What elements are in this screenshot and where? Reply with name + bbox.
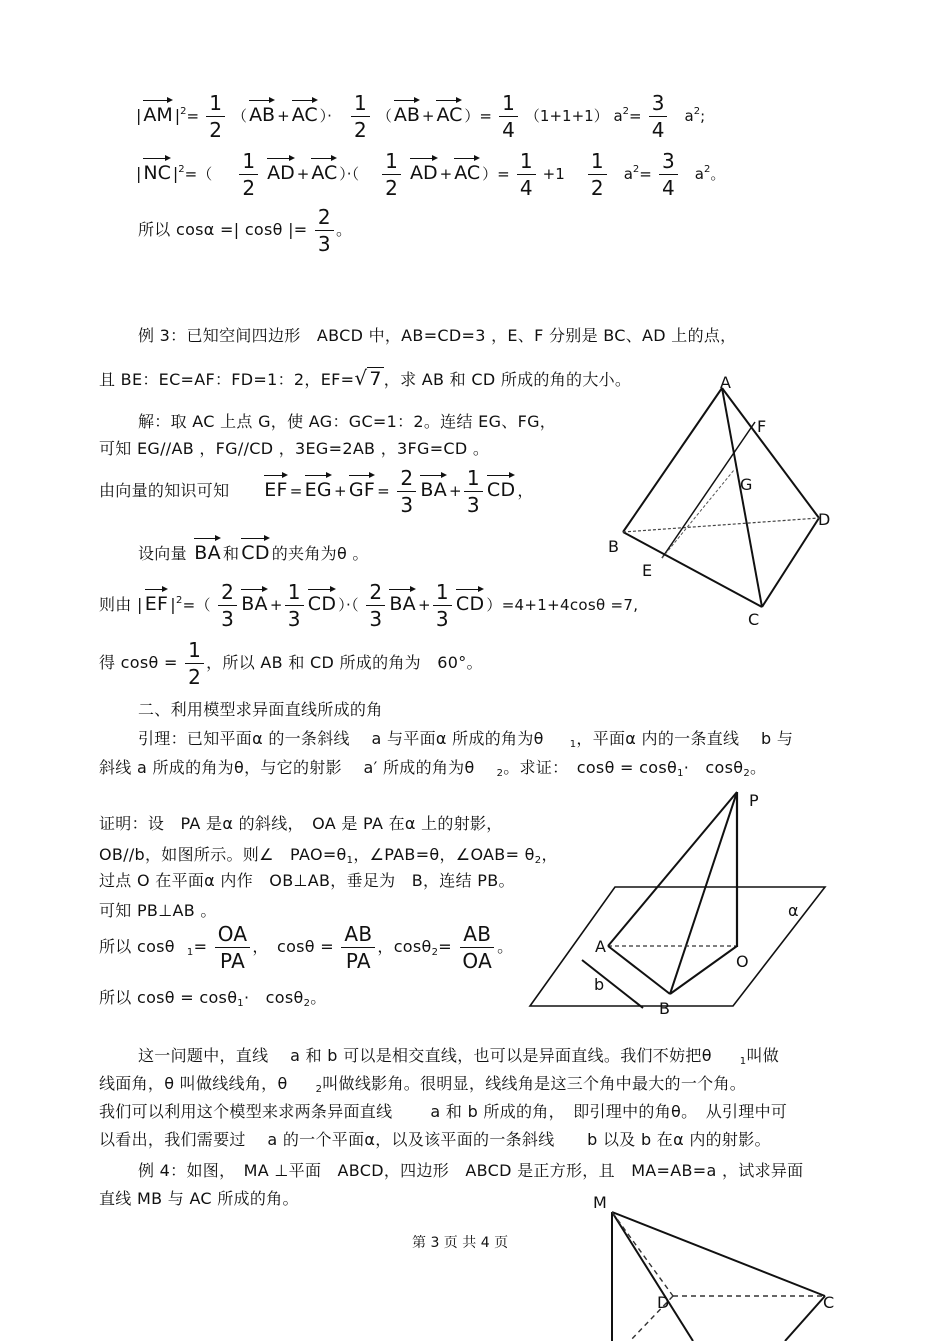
vector-ba: BA	[194, 536, 221, 564]
numerator: 1	[239, 151, 258, 175]
equals: =	[186, 107, 200, 125]
fraction	[206, 93, 225, 140]
ex3-line2	[99, 366, 631, 390]
numerator: 2	[397, 468, 416, 492]
label-c: C	[748, 610, 760, 629]
fraction	[215, 924, 251, 971]
equals: =	[289, 482, 303, 500]
equals: =	[438, 937, 452, 956]
exponent: 2	[178, 164, 185, 175]
ex3-line5	[99, 468, 534, 515]
tetrahedron-figure	[590, 370, 850, 635]
label-alpha: α	[788, 901, 799, 920]
text: OB//b，如图所示。则∠ PAO=θ	[99, 845, 347, 864]
numerator: AB	[460, 924, 494, 948]
label-c: C	[823, 1293, 835, 1312]
denominator: 3	[317, 232, 331, 256]
label-e: E	[642, 561, 653, 580]
numerator: 1	[588, 151, 607, 175]
paren: ）·（	[339, 165, 360, 183]
section2-heading: 二、利用模型求异面直线所成的角	[138, 700, 383, 719]
vector-ef: EF	[145, 587, 169, 615]
abs-bar: |	[136, 106, 142, 125]
sqrt-radicand: 7	[369, 368, 382, 390]
equals: =	[639, 165, 652, 183]
subscript: 1	[677, 768, 684, 779]
proof-line1: 证明：设 PA 是α 的斜线， OA 是 PA 在α 上的射影，	[99, 814, 503, 833]
fraction	[517, 151, 536, 198]
label-a: A	[720, 373, 731, 392]
equals: =	[377, 482, 390, 500]
punct: 。	[710, 165, 726, 183]
subscript: 2	[303, 998, 311, 1009]
vector-ad: AD	[410, 156, 438, 184]
subscript: 2	[743, 768, 751, 779]
text: ，平面α 内的一条直线 b 与	[576, 729, 794, 748]
denominator: PA	[345, 949, 371, 973]
text: · cosθ	[243, 988, 304, 1007]
label-o: O	[736, 952, 749, 971]
text: 且 BE：EC=AF：FD=1：2，EF=	[99, 370, 355, 389]
text: ，求 AB 和 CD 所成的角的大小。	[383, 370, 632, 389]
page-footer: 第 3 页 共 4 页	[412, 1235, 509, 1251]
ex3-line7	[99, 582, 638, 629]
lemma-line2	[99, 755, 766, 779]
denominator: 4	[502, 118, 515, 142]
edge-ad	[722, 388, 819, 518]
vector-ac: AC	[454, 156, 480, 184]
numerator: AB	[341, 924, 375, 948]
subscript: 2	[315, 1084, 323, 1095]
ex4-line1: 例 4：如图， MA ⊥平面 ABCD，四边形 ABCD 是正方形，且 MA=AB=a ，试求异面	[138, 1161, 804, 1180]
denominator: OA	[462, 949, 493, 973]
numerator: 1	[206, 93, 225, 117]
label-p: P	[749, 791, 759, 810]
denominator: 3	[400, 493, 414, 517]
exponent: 2	[175, 595, 183, 606]
plane-model-figure	[525, 780, 835, 1020]
equals: =	[629, 107, 642, 125]
proof-line4: 可知 PB⊥AB 。	[99, 901, 217, 920]
text: · cosθ	[683, 758, 744, 777]
subscript: 2	[496, 768, 504, 779]
exponent: 2	[632, 164, 640, 175]
para-line1	[138, 1043, 779, 1067]
text: 的夹角为θ 。	[271, 544, 369, 563]
label-a: A	[595, 937, 606, 956]
segment-eg	[662, 470, 734, 558]
fraction	[499, 93, 518, 140]
vector-ba: BA	[241, 587, 268, 615]
ex3-line1: 例 3：已知空间四边形 ABCD 中，AB=CD=3 ，E、F 分别是 BC、AD 上的点，	[138, 326, 737, 345]
text: 线面角，θ 叫做线线角，θ	[99, 1074, 288, 1093]
edge-mb	[612, 1212, 693, 1341]
label-d: D	[818, 510, 831, 529]
paren: ）·	[319, 107, 332, 125]
expression: +1	[542, 165, 565, 183]
numerator: 1	[464, 468, 483, 492]
vector-gf: GF	[349, 473, 375, 501]
fraction	[239, 151, 258, 198]
text: 所以 cosθ = cosθ	[99, 988, 238, 1007]
numerator: 2	[315, 207, 334, 231]
text: 叫做线影角。很明显，线线角是这三个角中最大的一个角。	[322, 1074, 747, 1093]
vector-am: AM	[143, 98, 172, 126]
vector-ac: AC	[292, 98, 318, 126]
para-line2	[99, 1071, 746, 1095]
ex3-line6	[138, 536, 369, 564]
fraction	[185, 640, 204, 687]
proof-line6	[99, 985, 327, 1009]
exponent: 2	[693, 106, 701, 117]
plus: +	[333, 482, 347, 500]
plus: +	[296, 165, 310, 183]
denominator: 4	[651, 118, 665, 142]
equals: =	[479, 107, 492, 125]
plus: +	[417, 596, 431, 614]
fraction	[341, 924, 375, 971]
equals: =	[497, 165, 510, 183]
segment-pb	[670, 792, 737, 994]
am-equation	[136, 93, 705, 140]
subscript: 2	[534, 855, 542, 866]
vector-cd: CD	[456, 587, 485, 615]
label-b-point: B	[659, 999, 670, 1018]
ex3-line3: 解：取 AC 上点 G，使 AG：GC=1：2。连结 EG、FG，	[138, 412, 557, 431]
subscript: 1	[739, 1056, 747, 1067]
edge-ab	[623, 388, 722, 532]
proof-line2	[99, 842, 558, 866]
denominator: PA	[219, 949, 246, 973]
fraction	[588, 151, 607, 198]
denominator: 2	[354, 118, 367, 142]
text: ，	[541, 845, 558, 864]
vector-ba: BA	[389, 587, 416, 615]
text: ， cosθ =	[252, 937, 334, 956]
abs-bar: |	[172, 164, 179, 183]
exponent: 2	[180, 106, 187, 117]
abs-bar: |	[136, 164, 142, 183]
subscript: 1	[346, 855, 354, 866]
ex4-line2: 直线 MB 与 AC 所成的角。	[99, 1189, 299, 1208]
text: ，所以 AB 和 CD 所成的角为 60°。	[206, 653, 483, 672]
plus: +	[269, 596, 283, 614]
plus: +	[449, 482, 462, 500]
text: ，cosθ	[377, 937, 432, 956]
label-g: G	[740, 475, 753, 494]
variable: a	[684, 107, 694, 125]
edge-ac	[722, 388, 762, 607]
punct: 。	[335, 220, 353, 239]
fraction	[649, 93, 668, 140]
text: 。求证： cosθ = cosθ	[503, 758, 678, 777]
vector-ac: AC	[436, 98, 462, 126]
expression: （1+1+1） a	[524, 107, 623, 125]
numerator: 1	[351, 93, 370, 117]
denominator: 3	[369, 607, 383, 631]
ex3-line8	[99, 640, 483, 687]
vector-ad: AD	[267, 156, 295, 184]
vector-ab: AB	[249, 98, 275, 126]
fraction	[659, 151, 678, 198]
text: 所以 cosθ	[99, 937, 175, 956]
edge-cb	[785, 1296, 825, 1341]
segment-pa	[608, 792, 737, 946]
vector-ef: EF	[264, 473, 288, 501]
plus: +	[439, 165, 453, 183]
vector-ac: AC	[311, 156, 337, 184]
equals: =（	[184, 165, 213, 183]
plus: +	[277, 107, 290, 125]
edge-bd-hidden	[623, 518, 819, 532]
denominator: 2	[188, 665, 202, 689]
denominator: 3	[221, 607, 235, 631]
proof-line5	[99, 924, 513, 971]
label-d: D	[657, 1293, 670, 1312]
plus: +	[421, 107, 435, 125]
paren: ）·（	[338, 596, 359, 614]
numerator: 1	[285, 582, 304, 606]
fraction	[433, 582, 452, 629]
numerator: 1	[499, 93, 518, 117]
nc-equation	[136, 151, 725, 198]
edge-mc	[612, 1212, 825, 1296]
numerator: 1	[517, 151, 536, 175]
numerator: OA	[215, 924, 251, 948]
text: 。	[750, 758, 767, 777]
text: 得 cosθ =	[99, 653, 178, 672]
pyramid-figure	[585, 1190, 855, 1341]
text: 叫做	[746, 1046, 780, 1065]
vector-cd: CD	[487, 473, 516, 501]
lemma-line1	[138, 726, 793, 750]
proof-line3: 过点 O 在平面α 内作 OB⊥AB，垂足为 B，连结 PB。	[99, 871, 515, 890]
fraction	[315, 207, 334, 254]
paren: ）	[464, 107, 480, 125]
label-b-line: b	[594, 975, 605, 994]
text: ，∠PAB=θ，∠OAB= θ	[353, 845, 535, 864]
denominator: 2	[385, 176, 398, 200]
sqrt-sign: √	[354, 366, 368, 390]
label-f: F	[757, 417, 767, 436]
denominator: 2	[590, 176, 604, 200]
fraction	[351, 93, 370, 140]
denominator: 2	[242, 176, 256, 200]
abs-bar: |	[174, 106, 181, 125]
punct: ，	[517, 481, 534, 500]
fraction	[218, 582, 237, 629]
variable: a	[694, 165, 704, 183]
cos-alpha-line	[138, 207, 352, 254]
label-b: B	[608, 537, 619, 556]
numerator: 1	[382, 151, 401, 175]
para-line3: 我们可以利用这个模型来求两条异面直线 a 和 b 所成的角， 即引理中的角θ。 从引理中可	[99, 1102, 788, 1121]
paren: ）	[482, 165, 498, 183]
segment-ob	[670, 946, 737, 994]
paren: （	[376, 107, 392, 125]
text: 这一问题中，直线 a 和 b 可以是相交直线，也可以是异面直线。我们不妨把θ	[138, 1046, 712, 1065]
variable: a	[623, 165, 633, 183]
fraction	[285, 582, 304, 629]
vector-cd: CD	[241, 536, 270, 564]
equals: =（	[182, 596, 211, 614]
denominator: 4	[519, 176, 533, 200]
text: ）=4+1+4cosθ =7,	[486, 596, 639, 614]
numerator: 2	[218, 582, 237, 606]
fraction	[366, 582, 385, 629]
fraction	[459, 924, 495, 971]
denominator: 3	[435, 607, 449, 631]
numerator: 3	[659, 151, 678, 175]
text: 则由 |	[99, 595, 143, 614]
numerator: 1	[433, 582, 452, 606]
text: 设向量	[138, 544, 187, 563]
punct: 。	[497, 937, 514, 956]
edge-dc	[762, 518, 819, 607]
paren: （	[232, 107, 248, 125]
numerator: 1	[185, 640, 204, 664]
text: 斜线 a 所成的角为θ，与它的射影 a′ 所成的角为θ	[99, 758, 475, 777]
denominator: 2	[209, 118, 222, 142]
fraction	[397, 468, 416, 515]
text: 和	[222, 544, 240, 563]
vector-eg: EG	[305, 473, 332, 501]
vector-cd: CD	[308, 587, 337, 615]
equals: =	[193, 937, 208, 956]
denominator: 4	[661, 176, 675, 200]
subscript: 2	[431, 947, 439, 958]
subscript: 1	[569, 739, 577, 750]
numerator: 3	[649, 93, 668, 117]
text: 由向量的知识可知	[99, 481, 230, 500]
para-line4: 以看出，我们需要过 a 的一个平面α，以及该平面的一条斜线 b 以及 b 在α 内的射影。	[99, 1130, 771, 1149]
label-m: M	[593, 1193, 607, 1212]
exponent: 2	[622, 106, 630, 117]
exponent: 2	[704, 164, 711, 175]
fraction	[464, 468, 483, 515]
vector-ab: AB	[394, 98, 420, 126]
denominator: 3	[287, 607, 301, 631]
vector-ba: BA	[420, 473, 447, 501]
punct: ;	[700, 107, 706, 125]
fraction	[382, 151, 401, 198]
vector-nc: NC	[143, 156, 170, 184]
subscript: 1	[237, 998, 244, 1009]
numerator: 2	[366, 582, 385, 606]
denominator: 3	[466, 493, 480, 517]
subscript: 1	[186, 947, 194, 958]
text: 引理：已知平面α 的一条斜线 a 与平面α 所成的角为θ	[138, 729, 544, 748]
abs-bar: |	[170, 595, 176, 614]
text: 。	[310, 988, 327, 1007]
ex3-line4: 可知 EG//AB ，FG//CD ，3EG=2AB ，3FG=CD 。	[99, 439, 490, 458]
text: 所以 cosα =| cosθ |=	[138, 220, 308, 239]
